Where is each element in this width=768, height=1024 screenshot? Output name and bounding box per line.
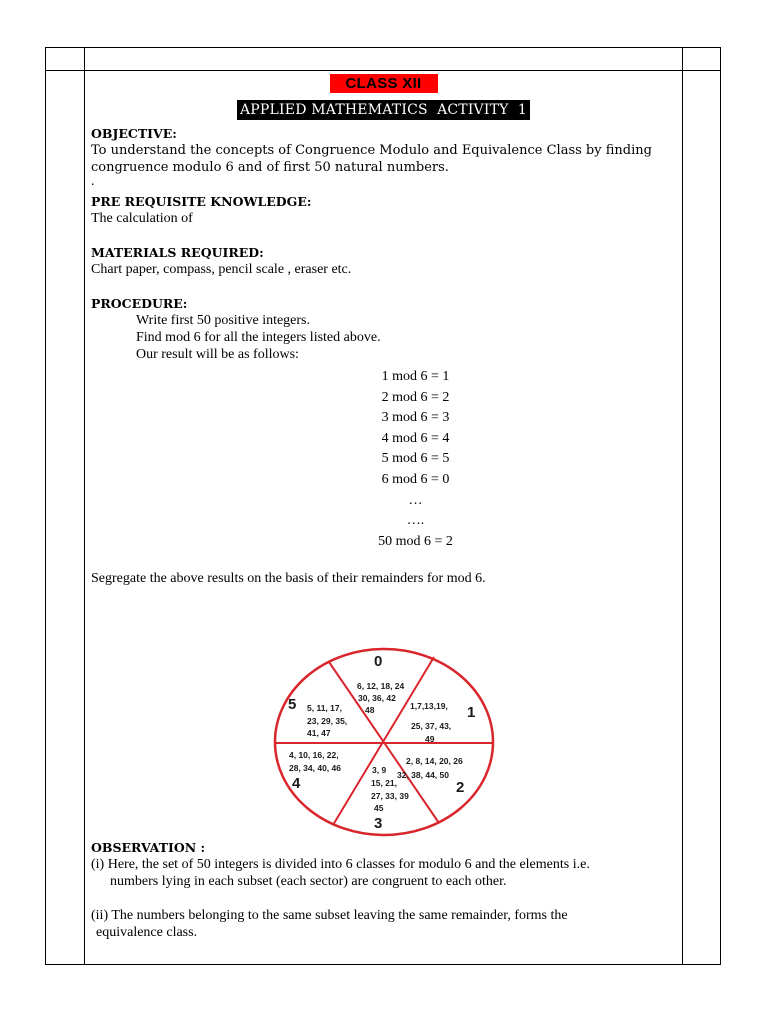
- prerequisite-heading: PRE REQUISITE KNOWLEDGE:: [91, 194, 312, 209]
- materials-heading: MATERIALS REQUIRED:: [91, 245, 264, 260]
- observation-item: (ii) The numbers belonging to the same subset leaving the same remainder, forms the: [91, 908, 568, 923]
- equation: 5 mod 6 = 5: [381, 451, 450, 467]
- equation: 2 mod 6 = 2: [381, 389, 450, 405]
- equation: ….: [406, 513, 425, 529]
- procedure-heading: PROCEDURE:: [91, 296, 188, 311]
- equation: 50 mod 6 = 2: [378, 533, 453, 549]
- left-margin-line: [84, 47, 85, 965]
- procedure-step: Our result will be as follows:: [136, 347, 299, 362]
- equation: 4 mod 6 = 4: [381, 430, 450, 446]
- sector-label-4: 4: [292, 775, 301, 792]
- materials-text: Chart paper, compass, pencil scale , eraser etc.: [91, 262, 352, 277]
- remainder-wheel: [273, 647, 495, 837]
- sector-values-3: 3, 9 15, 21, 27, 33, 39 45: [371, 765, 409, 813]
- sector-values-1: 1,7,13,19, 25, 37, 43, 49: [410, 701, 452, 744]
- equation: 1 mod 6 = 1: [381, 369, 450, 384]
- objective-heading: OBJECTIVE:: [91, 126, 177, 141]
- objective-text: To understand the concepts of Congruence Modulo and Equivalence Class by finding congruence modulo 6 and of first 50 natural numbers.: [91, 143, 652, 175]
- procedure-step: Write first 50 positive integers.: [136, 313, 311, 328]
- sector-values-0: 6, 12, 18, 24 30, 36, 42 48: [357, 681, 405, 715]
- equation: 3 mod 6 = 3: [381, 410, 450, 426]
- equation-list: [91, 367, 676, 552]
- observation-item: equivalence class.: [96, 925, 198, 940]
- prerequisite-text: The calculation of: [91, 211, 193, 226]
- worksheet-content: [91, 72, 676, 587]
- equation: …: [408, 492, 423, 508]
- sector-label-0: 0: [374, 653, 383, 670]
- sector-values-4: 4, 10, 16, 22, 28, 34, 40, 46: [289, 750, 341, 773]
- sector-label-3: 3: [374, 815, 383, 832]
- sector-values-5: 5, 11, 17, 23, 29, 35, 41, 47: [307, 703, 348, 738]
- segregate-text: Segregate the above results on the basis of their remainders for mod 6.: [91, 571, 486, 587]
- header-row-line: [45, 70, 721, 71]
- objective-dot: .: [91, 174, 95, 189]
- observation-section: [91, 840, 676, 941]
- observation-item: (i) Here, the set of 50 integers is divided into 6 classes for modulo 6 and the elements i.e.: [91, 857, 590, 872]
- observation-heading: OBSERVATION :: [91, 840, 206, 855]
- class-title: CLASS XII: [330, 74, 438, 93]
- sector-label-1: 1: [467, 704, 476, 721]
- equation: 6 mod 6 = 0: [381, 471, 450, 487]
- right-margin-line: [682, 47, 683, 965]
- sector-values-2: 2, 8, 14, 20, 26 32, 38, 44, 50: [397, 756, 463, 780]
- procedure-step: Find mod 6 for all the integers listed above.: [136, 330, 381, 345]
- sector-label-5: 5: [288, 696, 297, 713]
- sector-label-2: 2: [456, 779, 465, 796]
- activity-title: APPLIED MATHEMATICS ACTIVITY 1: [237, 100, 530, 120]
- observation-item: numbers lying in each subset (each sector) are congruent to each other.: [110, 874, 507, 889]
